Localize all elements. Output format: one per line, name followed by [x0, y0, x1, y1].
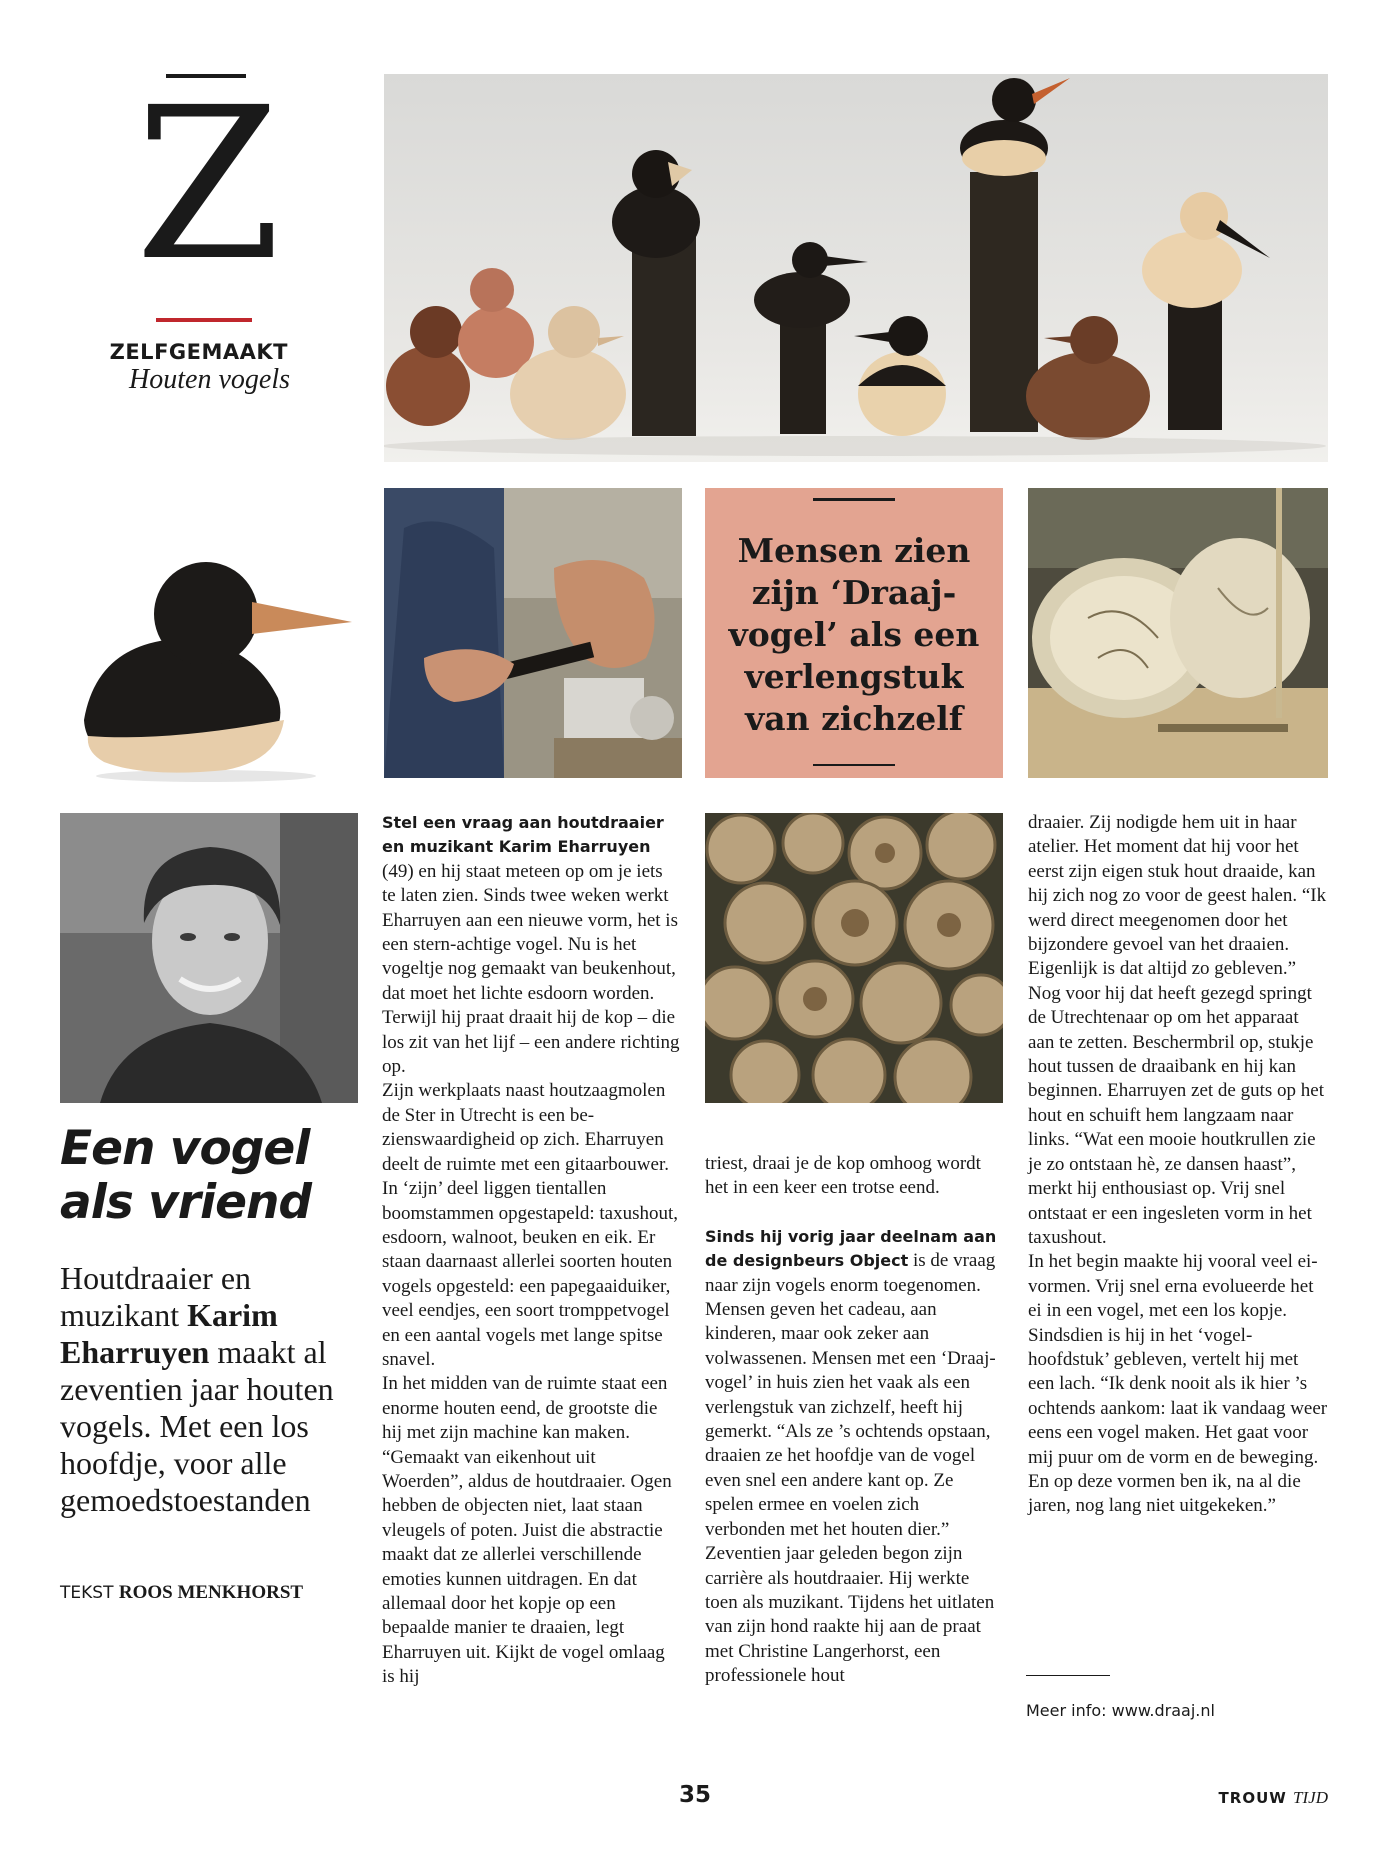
pull-quote-line: Mensen zien	[737, 531, 971, 570]
intro-text: Houtdraaier en muzikant	[60, 1260, 252, 1333]
section-subtitle: Houten vogels	[129, 364, 290, 395]
pull-quote	[705, 488, 1003, 778]
byline-label: TEKST	[60, 1583, 114, 1603]
photo-logs-stack	[705, 813, 1003, 1103]
article-paragraph: Zijn werkplaats naast houtzaagmolen de Ster in Utrecht is een bezienswaardigheid op zich. Eharruyen deelt de ruimte met een gitaarbouwer. In ‘zijn’ deel liggen tientallen boomstammen opgestapeld: taxushout, esdoorn, walnoot, beuken en eik. Er staan daarnaast allerlei soorten houten vogels opgesteld: een papegaaiduiker, veel eendjes, een soort tromppetvogel en een aantal vogels met lange spitse snavel.	[382, 1080, 679, 1370]
byline	[60, 1582, 380, 1604]
paragraph-lead: Stel een vraag aan houtdraaier en muzikant Karim Eharruyen	[382, 813, 664, 857]
article-column-3	[1028, 811, 1328, 1519]
publication-brand	[1210, 1788, 1328, 1808]
headline-line: Een vogel	[60, 1121, 310, 1176]
pull-quote-line: verlengstuk	[744, 657, 964, 696]
pull-quote-line: zijn ‘Draaj-	[751, 573, 957, 612]
article-column-2	[705, 1152, 1003, 1689]
headline-line: als vriend	[60, 1175, 312, 1230]
article-paragraph	[705, 1225, 1003, 1542]
section-logo: Z	[135, 62, 281, 307]
more-info-link[interactable]: Meer info: www.draaj.nl	[1026, 1701, 1215, 1720]
pull-quote-line: vogel’ als een	[728, 615, 980, 654]
byline-author: ROOS MENKHORST	[118, 1582, 304, 1603]
pull-quote-bottom-rule	[813, 764, 895, 766]
photo-black-bird	[56, 530, 356, 792]
paragraph-text: (49) en hij staat meteen op om je iets te laten zien. Sinds twee weken werkt Eharruyen aan een nieuwe vorm, het is een stern-achtige vogel. Nu is het vogeltje nog gemaakt van beukenhout, dat moet het lichte esdoorn worden. Terwijl hij praat draait hij de kop – die los zit van het lijf – een andere richting op.	[382, 860, 680, 1078]
article-paragraph: triest, draai je de kop omhoog wordt het in een keer een trotse eend.	[705, 1153, 981, 1199]
intro-text: maakt al zeventien jaar houten vogels. Met een los hoofdje, voor alle gemoedstoestanden	[60, 1334, 334, 1518]
pull-quote-line: van zichzelf	[745, 699, 963, 738]
article-paragraph: In het midden van de ruimte staat een enorme houten eend, de grootste die hij met zijn machine kan maken. “Gemaakt van eikenhout uit Woerden”, aldus de houtdraaier. Ogen hebben de objecten niet, laat staan vleugels of poten. Juist die abstractie maakt dat ze allerlei verschillende emoties kunnen uitdragen. En dat allemaal door het kopje op een bepaalde manier te draaien, legt Eharruyen uit. Kijkt de vogel omlaag is hij	[382, 1373, 672, 1688]
paragraph-text: is de vraag naar zijn vogels enorm toegenomen. Mensen geven het cadeau, aan kinderen, maar ook zeker aan volwassenen. Mensen met een ‘Draaj-vogel’ in huis zien het vaak als een verlengstuk van zichzelf, heeft hij gemerkt. “Als ze ’s ochtends opstaan, draaien ze het hoofdje van de vogel even snel een andere kant op. Ze spelen ermee en voelen zich verbonden met het houten dier.”	[705, 1250, 996, 1540]
brand-name: TROUW	[1218, 1789, 1287, 1807]
section-kicker: ZELFGEMAAKT	[109, 340, 288, 364]
article-intro	[60, 1260, 370, 1519]
article-paragraph	[382, 811, 680, 1079]
article-column-1	[382, 811, 680, 1690]
article-paragraph: In het begin maakte hij vooral veel ei-vormen. Vrij snel erna evolueerde het ei in een vogel, met een los kopje. Sindsdien is hij in het ‘vogel-hoofdstuk’ gebleven, vertelt hij met een lach. “Ik denk nooit als ik hier ’s ochtends aankom: laat ik vandaag weer eens een vogel maken. Het gaat voor mij puur om de vorm en de beweging. En op deze vormen ben ik, na al die jaren, nog lang niet uitgekeken.”	[1028, 1251, 1328, 1517]
page-number: 35	[678, 1782, 711, 1808]
article-paragraph: Zeventien jaar geleden begon zijn carrière als houtdraaier. Hij werkte toen als muzikant. Tijdens het uitlaten van zijn hond raakte hij aan de praat met Christine Langerhorst, een professionele hout	[705, 1543, 995, 1687]
pull-quote-text	[705, 530, 1003, 740]
article-paragraph: Nog voor hij dat heeft gezegd springt de Utrechtenaar op om het apparaat aan te zetten. Beschermbril op, stukje hout tussen de draaibank en hij kan beginnen. Eharruyen zet de guts op het hout en schuift hem langzaam naar links. “Wat een mooie houtkrullen zie je zo ontstaan hè, ze dansen haast”, merkt hij enthousiast op. Vrij snel ontstaat er een ingesleten vorm in het taxushout.	[1028, 982, 1324, 1248]
brand-sub: TIJD	[1293, 1788, 1328, 1807]
article-headline	[60, 1122, 360, 1230]
article-paragraph: draaier. Zij nodigde hem uit in haar atelier. Het moment dat hij voor het eerst zijn eigen stuk hout draaide, kan hij zich nog zo voor de geest halen. “Ik werd direct meegenomen door het bijzondere gevoel van het draaien. Eigenlijk is dat altijd zo gebleven.”	[1028, 812, 1327, 980]
photo-log-slice	[1028, 488, 1328, 778]
pull-quote-top-rule	[813, 498, 895, 501]
photo-portrait-karim	[60, 813, 358, 1103]
hero-photo-wooden-birds	[384, 74, 1328, 462]
photo-woodturning	[384, 488, 682, 778]
intro-name: Karim Eharruyen	[60, 1297, 278, 1370]
logo-accent-rule	[156, 318, 252, 322]
info-rule	[1026, 1675, 1110, 1676]
paragraph-lead: Sinds hij vorig jaar deelnam aan de designbeurs Object	[705, 1226, 997, 1271]
